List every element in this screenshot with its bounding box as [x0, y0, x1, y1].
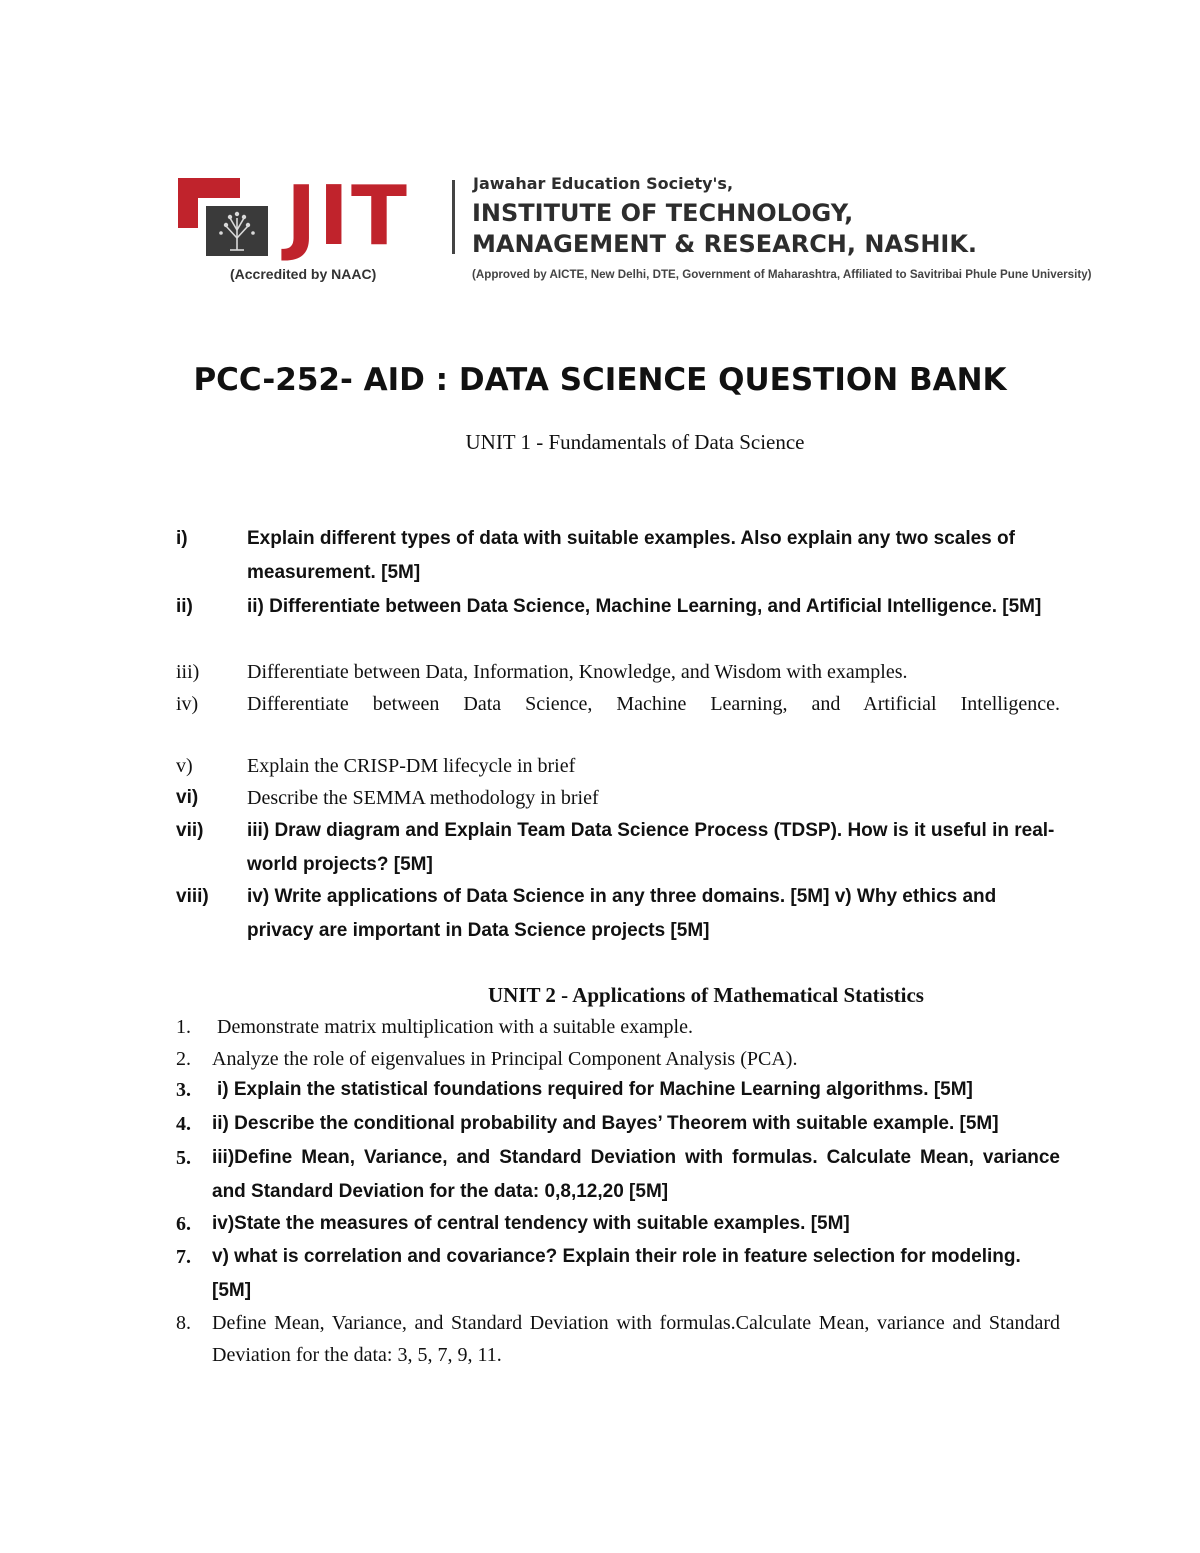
- question-number: 1.: [176, 1016, 191, 1038]
- unit1-question: [176, 656, 1060, 688]
- question-text: ii) Differentiate between Data Science, Machine Learning, and Artificial Intelligence. [5M]: [247, 596, 1042, 617]
- question-text: v) what is correlation and covariance? Explain their role in feature selection for modeling. [5M]: [212, 1246, 1021, 1301]
- unit1-heading: UNIT 1 - Fundamentals of Data Science: [465, 430, 805, 454]
- unit2-heading: UNIT 2 - Applications of Mathematical Statistics: [488, 983, 924, 1007]
- question-text: iv)State the measures of central tendency with suitable examples. [5M]: [212, 1213, 850, 1234]
- question-text: Analyze the role of eigenvalues in Principal Component Analysis (PCA).: [212, 1048, 798, 1070]
- question-number: 7.: [176, 1246, 191, 1268]
- question-number: 3.: [176, 1079, 191, 1101]
- question-text: i) Explain the statistical foundations required for Machine Learning algorithms. [5M]: [217, 1079, 973, 1100]
- unit2-question: [176, 1207, 1060, 1241]
- question-text: iii)Define Mean, Variance, and Standard Deviation with formulas. Calculate Mean, variance and Standard Deviation for the data: 0,8,12,20 [5M]: [212, 1147, 1060, 1202]
- institute-name-line2: MANAGEMENT & RESEARCH, NASHIK.: [472, 230, 978, 258]
- unit1-question: [176, 750, 1060, 782]
- question-text: Demonstrate matrix multiplication with a suitable example.: [217, 1016, 693, 1038]
- approval-text: (Approved by AICTE, New Delhi, DTE, Government of Maharashtra, Affiliated to Savitribai Phule Pune University): [472, 268, 1092, 281]
- question-text: Define Mean, Variance, and Standard Deviation with formulas.Calculate Mean, variance and Standard Deviation for the data: 3, 5, 7, 9, 11.: [212, 1312, 1060, 1366]
- unit2-question: [176, 1011, 1060, 1043]
- header-divider: [452, 180, 455, 254]
- question-number: 8.: [176, 1312, 191, 1334]
- question-text: iv) Write applications of Data Science in any three domains. [5M] v) Why ethics and privacy are important in Data Science projects [5M]: [247, 886, 997, 941]
- unit2-question: [176, 1307, 1060, 1371]
- unit2-question: [176, 1107, 1060, 1141]
- unit1-question: [176, 814, 1060, 882]
- unit1-question: [176, 688, 1060, 720]
- unit1-question: [176, 522, 1060, 590]
- question-number: iv): [176, 693, 199, 715]
- question-number: iii): [176, 661, 200, 683]
- document-title: PCC-252- AID : DATA SCIENCE QUESTION BANK: [193, 362, 1007, 398]
- question-number: vi): [176, 787, 199, 808]
- unit2-question: [176, 1043, 1060, 1075]
- institute-name-line1: INSTITUTE OF TECHNOLOGY,: [472, 199, 854, 227]
- unit2-question: [176, 1141, 1060, 1209]
- question-number: i): [176, 528, 188, 549]
- question-text: Describe the SEMMA methodology in brief: [247, 787, 599, 809]
- unit1-question: [176, 782, 1060, 814]
- question-number: ii): [176, 596, 193, 617]
- society-name: Jawahar Education Society's,: [473, 174, 734, 193]
- unit1-question: [176, 880, 1060, 948]
- question-number: v): [176, 755, 193, 777]
- question-number: vii): [176, 820, 204, 841]
- logo-wordmark: JIT: [286, 169, 409, 264]
- question-text: Explain different types of data with suitable examples. Also explain any two scales of measurement. [5M]: [247, 528, 1015, 583]
- unit2-question: [176, 1073, 1060, 1107]
- question-number: 4.: [176, 1113, 191, 1135]
- question-text: ii) Describe the conditional probability and Bayes’ Theorem with suitable example. [5M]: [212, 1113, 999, 1134]
- question-text: Explain the CRISP-DM lifecycle in brief: [247, 755, 576, 777]
- question-text: Differentiate between Data, Information, Knowledge, and Wisdom with examples.: [247, 661, 908, 683]
- question-text: Differentiate between Data Science, Machine Learning, and Artificial Intelligence.: [247, 693, 1060, 715]
- unit1-question: [176, 590, 1060, 624]
- question-number: 5.: [176, 1147, 191, 1169]
- accreditation-text: (Accredited by NAAC): [230, 266, 377, 282]
- question-text: iii) Draw diagram and Explain Team Data Science Process (TDSP). How is it useful in real-world projects? [5M]: [247, 820, 1055, 875]
- unit2-question: [176, 1240, 1060, 1308]
- institute-logo-icon: [178, 178, 268, 256]
- question-number: 2.: [176, 1048, 191, 1070]
- question-number: viii): [176, 886, 209, 907]
- question-number: 6.: [176, 1213, 191, 1235]
